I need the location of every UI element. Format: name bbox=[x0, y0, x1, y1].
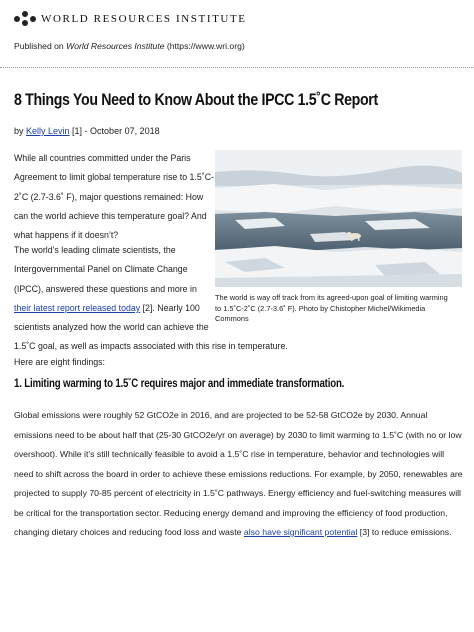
emissions-paragraph: Global emissions were roughly 52 GtCO2e in 2016, and are projected to be 52-58 GtCO2e by 2030. Annual emissions need to be about half that (25-30 GtCO2e/yr on average) by 2030 to limit warming to 1.5˚C (with no or low overshoot). While it’s still technically feasible to avoid a 1.5˚C rise in temperature, behavior and technologies will need to shift across the board in order to achieve these emissions reductions. For example, by 2050, renewables are projected to supply 70-85 percent of electricity in 1.5˚C pathways. Energy efficiency and fuel-switching measures will be critical for the transportation sector. Reducing energy demand and improving the efficiency of food production, changing dietary choices and reducing food loss and waste also have significant potential [3] to reduce emissions. bbox=[14, 410, 463, 537]
published-line: Published on World Resources Institute (https://www.wri.org) bbox=[14, 41, 245, 51]
published-site: World Resources Institute bbox=[66, 41, 165, 51]
significant-potential-link[interactable]: also have significant potential bbox=[243, 527, 358, 537]
arctic-sea-ice-photo bbox=[215, 150, 462, 287]
intro-paragraph: While all countries committed under the Paris Agreement to limit global temperature rise to 1.5˚C-2˚C (2.7-3.6˚ F), major questions remained: How can the world achieve this temperature goal? And what happens if it doesn’t? bbox=[14, 153, 214, 241]
logo-text: WORLD RESOURCES INSTITUTE bbox=[41, 13, 247, 25]
author-link[interactable]: Kelly Levin bbox=[26, 126, 70, 136]
published-url: (https://www.wri.org) bbox=[166, 41, 245, 51]
figure-caption: The world is way off track from its agreed-upon goal of limiting warming to 1.5˚C-2˚C (2.7-3.6˚ F). Photo by Chistopher Michel/Wikimedia Commons bbox=[215, 293, 448, 323]
ipcc-paragraph: The world’s leading climate scientists, the Intergovernmental Panel on Climate Change (IPCC), answered these questions and more in their latest report released today [2]. Nearly 100 scientists analyzed how the world can achieve the 1.5˚C goal, as well as impacts associated with this rise in temperature. bbox=[14, 245, 288, 352]
report-link[interactable]: their latest report released today bbox=[14, 302, 141, 313]
article-figure bbox=[215, 150, 462, 325]
header-divider bbox=[0, 67, 474, 68]
section-heading-1: 1. Limiting warming to 1.5˚C requires major and immediate transformation. bbox=[14, 378, 345, 390]
wri-logo-icon bbox=[14, 11, 36, 27]
site-header bbox=[14, 11, 247, 27]
findings-intro: Here are eight findings: bbox=[14, 357, 105, 367]
article-title: 8 Things You Need to Know About the IPCC 1.5˚C Report bbox=[14, 91, 378, 109]
byline: by Kelly Levin [1] - October 07, 2018 bbox=[14, 126, 160, 136]
